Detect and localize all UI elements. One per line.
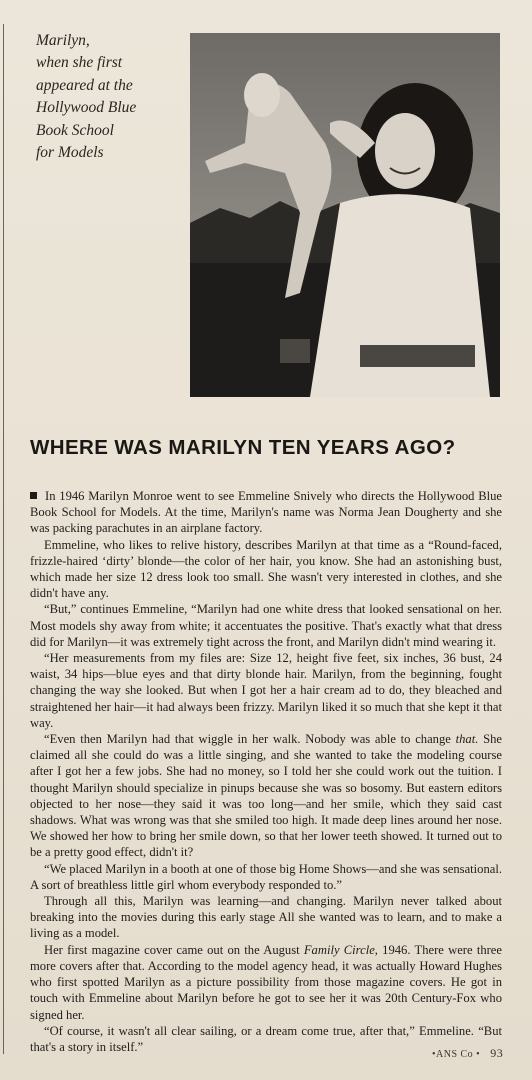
photo-caption [36, 30, 186, 164]
article-paragraph [30, 731, 502, 861]
caption-line: appeared at the [36, 76, 133, 94]
article-paragraph [30, 488, 502, 537]
article-paragraph: “Of course, it wasn't all clear sailing, or a dream come true, after that,” Emmeline. “But that's a story in itself.” [30, 1023, 502, 1054]
article-paragraph: Emmeline, who likes to relive history, describes Marilyn at that time as a “Round-faced, frizzle-haired ‘dirty’ blonde—the color of her hair, you know. She had an astonishing bust, which made her size 12 dress look too small. She wasn't very interested in clothes, and she didn't have any. [30, 537, 502, 601]
bullet-square-icon [30, 492, 37, 499]
paragraph-text: Her first magazine cover came out on the August [44, 942, 304, 957]
photo-dress-pocket [280, 339, 310, 363]
article-paragraph [30, 942, 502, 1023]
caption-line: for Models [36, 144, 104, 162]
article-paragraph: “We placed Marilyn in a booth at one of those big Home Shows—and she was sensational. A sort of breathless little girl whom everybody responded to.” [30, 861, 502, 892]
page-folio [432, 1046, 503, 1061]
paragraph-text: She claimed all she could do was a little singing, and she wanted to take the modeling course after I got her a few jobs. She had no money, so I told her she could work out the tuition. I thought Marilyn should specialize in pinups because she was so bosomy. But eastern editors objected to her nose—they said it was too long—and her smile, which they said cast shadows. What was wrong was that she smiled too high. It made deep lines around her nose. We showed her how to bring her smile down, so that her lower teeth showed. It turned out to be a pretty good effect, didn't it? [30, 732, 502, 860]
left-margin-rule [3, 24, 4, 1054]
page-number: 93 [490, 1046, 504, 1060]
article-body [30, 488, 502, 1055]
paragraph-text: “Even then Marilyn had that wiggle in her walk. Nobody was able to change [44, 732, 456, 747]
photo-face [375, 113, 435, 189]
photo-lamb-head [244, 73, 280, 117]
caption-line: Hollywood Blue [36, 99, 137, 117]
caption-line: when she first [36, 54, 123, 72]
article-paragraph: “But,” continues Emmeline, “Marilyn had one white dress that looked sensational on her. Most models shy away from white; it accentuates the positive. That's exactly what that dress did for Marilyn—it was extremely tight across the front, and Marilyn didn't mind wearing it. [30, 602, 502, 649]
paragraph-emphasis: Family Circle [303, 942, 375, 957]
photo-illustration [190, 33, 500, 397]
paragraph-emphasis: that. [455, 732, 479, 747]
article-paragraph: “Her measurements from my files are: Size 12, height five feet, six inches, 36 bust, 24 waist, 34 hips—blue eyes and that dirty blonde hair. Marilyn, from the beginning, fought changing the way she looked. But when I got her a hair cream ad to do, they bleached and straightened her hair—it had always been frizzy. Marilyn liked it so much that she kept it that way. [30, 651, 502, 730]
article-paragraph: Through all this, Marilyn was learning—and changing. Marilyn never talked about breaking into the movies during this early stage All she wanted was to learn, and to make a living as a model. [30, 894, 502, 941]
paragraph-text: In 1946 Marilyn Monroe went to see Emmeline Snively who directs the Hollywood Blue Book School for Models. At the time, Marilyn's name was Norma Jean Dougherty and she was packing parachutes in an airplane factory. [30, 489, 502, 536]
folio-imprint: •ANS Co • [432, 1049, 481, 1060]
caption-line: Book School [36, 121, 114, 139]
photo-marilyn-with-lamb [190, 33, 500, 397]
caption-line: Marilyn, [36, 32, 90, 49]
article-headline: WHERE WAS MARILYN TEN YEARS AGO? [30, 436, 456, 459]
photo-dress-band [360, 345, 475, 367]
paragraph-text: , 1946. There were three more covers after that. According to the model agency head, it was actually Howard Hughes who first spotted Marilyn as a picture possibility from those magazine covers. He got in touch with Emmeline about Marilyn before he got to see her it was 20th Century-Fox who signed her. [30, 942, 502, 1022]
